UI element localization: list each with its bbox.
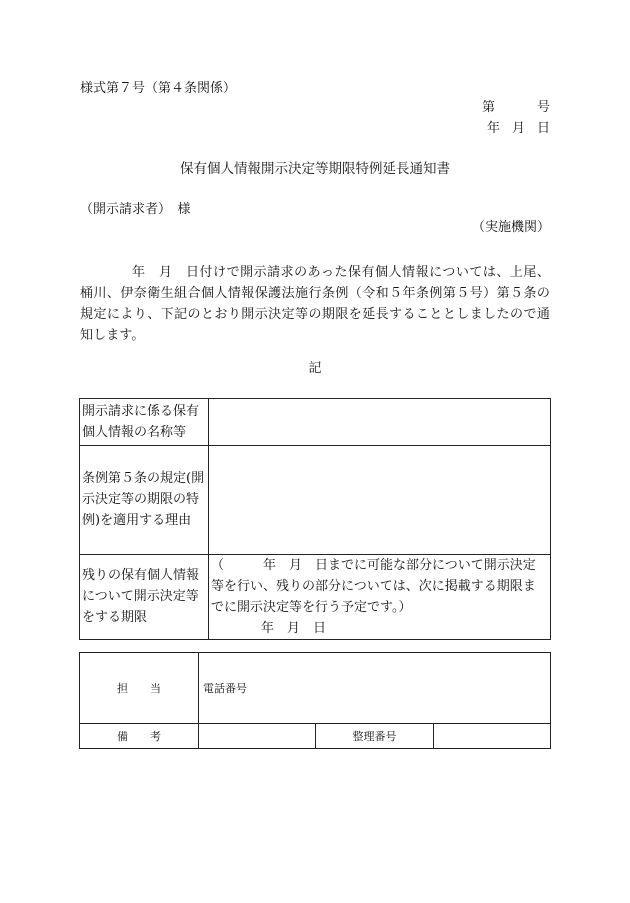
deadline-date: 年 月 日 [261,621,327,636]
document-number [482,101,550,114]
document-title: 保有個人情報開示決定等期限特例延長通知書 [180,161,450,177]
tanto-label: 担 当 [80,653,199,724]
document-date [487,122,550,135]
date-year: 年 [486,121,500,136]
deadline-text: （ 年 月 日までに可能な部分について開示決定等を行い、残りの部分については、次に掲載する期限までに開示決定等を行う予定です。） [211,558,536,615]
table-row [80,653,551,724]
biko-value [199,724,316,749]
seiri-label: 整理番号 [316,724,433,749]
table-row [80,555,551,640]
seiri-value [433,724,550,749]
deadline-label: 残りの保有個人情報について開示決定等をする期限 [80,555,209,640]
form-number: 様式第７号（第４条関係） [80,81,237,96]
reason-label: 条例第５条の規定(開示決定等の期限の特例)を適用する理由 [80,446,209,555]
biko-label: 備 考 [80,724,199,749]
reason-value [209,446,551,555]
info-name-value [209,399,551,446]
agency: （実施機関） [471,220,550,235]
doc-no-prefix: 第 [481,100,495,115]
date-month: 月 [511,121,525,136]
tel-label: 電話番号 [199,653,551,724]
body-text: 年 月 日付けで開示請求のあった保有個人情報については、上尾、桶川、伊奈衛生組合個人情報保護法施行条例（令和５年条例第５号）第５条の規定により、下記のとおり開示決定等の期限を延長することとしましたので通知します。 [80,265,550,343]
table-row [80,446,551,555]
deadline-value [209,555,551,640]
info-name-label: 開示請求に係る保有個人情報の名称等 [80,399,209,446]
table-row [80,399,551,446]
addressee: （開示請求者） 様 [80,202,191,217]
ki-heading: 記 [308,361,322,376]
date-day: 日 [536,121,550,136]
doc-no-suffix: 号 [536,100,550,115]
details-table [79,398,551,640]
table-row [80,724,551,749]
contact-table [79,652,551,749]
